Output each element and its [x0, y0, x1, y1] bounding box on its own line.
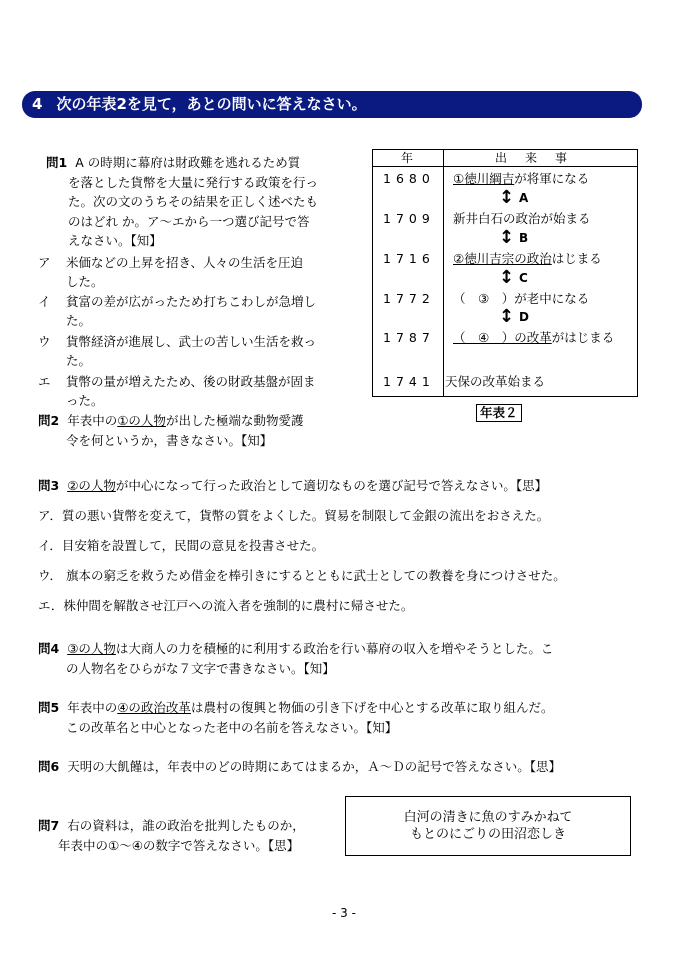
question-4-underlined: ③の人物	[67, 641, 116, 656]
timeline-year: 1787	[383, 330, 435, 345]
timeline-header-year: 年	[400, 151, 415, 165]
event-underlined: ②徳川吉宗の政治	[453, 251, 552, 266]
event-text: が将軍になる	[514, 171, 590, 186]
page-number: - 3 -	[332, 906, 356, 920]
option-text: た。	[66, 313, 92, 328]
period-label: B	[519, 231, 529, 245]
question-5-text: この改革名と中心となった老中の名前を答えなさい。【知】	[66, 719, 398, 735]
event-text: がはじまる	[551, 330, 615, 345]
section-number: 4	[32, 95, 43, 113]
double-arrow-icon: ↕	[499, 267, 515, 288]
question-7-text: 年表中の①～④の数字で答えなさい。【思】	[58, 837, 300, 853]
question-1-option-i	[38, 292, 316, 330]
period-label: D	[519, 310, 529, 324]
option-key: ア	[38, 255, 51, 270]
question-7-text: 右の資料は，誰の政治を批判したものか，	[67, 818, 305, 833]
timeline-year: 1741	[383, 374, 435, 389]
option-key: ウ	[38, 334, 51, 349]
timeline-year: 1772	[383, 291, 435, 306]
option-text: 貧富の差が広がったため打ちこわしが急増し	[66, 294, 317, 309]
question-5-text: は農村の復興と物価の引き下げを中心とする改革に取り組んだ。	[190, 700, 554, 715]
option-text: った。	[66, 393, 104, 408]
question-1-option-a	[38, 253, 303, 291]
question-4	[38, 639, 553, 678]
question-4-text: の人物名をひらがな７文字で書きなさい。【知】	[66, 660, 335, 676]
question-2-underlined: ①の人物	[117, 413, 166, 428]
question-4-text: は大商人の力を積極的に利用する政治を行い幕府の収入を増やそうとした。こ	[115, 641, 554, 656]
option-text: 貨幣の量が増えたため、後の財政基盤が固ま	[66, 374, 316, 389]
poem-box	[345, 796, 631, 856]
question-3-underlined: ②の人物	[67, 478, 116, 493]
timeline-event: （ ③ ）が老中になる	[453, 291, 590, 306]
poem-line: 白河の清きに魚のすみかねて	[403, 810, 573, 825]
timeline-divider	[443, 150, 444, 396]
timeline-caption: 年表２	[476, 404, 522, 422]
question-5-underlined: ④の政治改革	[117, 700, 191, 715]
section-title: 次の年表2を見て，あとの問いに答えなさい。	[56, 95, 367, 113]
question-2-text: 年表中の	[67, 413, 118, 428]
question-7	[38, 816, 305, 855]
option-key: イ	[38, 294, 51, 309]
section-banner	[22, 91, 642, 118]
question-3-text: が中心になって行った政治として適切なものを選び記号で答えなさい。【思】	[115, 478, 548, 493]
event-text: はじまる	[551, 251, 602, 266]
question-3	[38, 476, 547, 496]
question-6	[38, 757, 561, 777]
timeline-year: 1680	[383, 171, 435, 186]
option-text: た。	[66, 353, 92, 368]
double-arrow-icon: ↕	[499, 227, 515, 248]
question-5-text: 年表中の	[67, 700, 118, 715]
timeline-header	[373, 150, 637, 167]
question-3-option: ウ． 旗本の窮乏を救うため借金を棒引きにするとともに武士としての教養を身につけさせた。	[38, 568, 566, 583]
question-1-line: た。次の文のうちその結果を正しく述べたも	[68, 194, 319, 209]
event-underlined: 徳川綱吉	[464, 171, 515, 186]
question-1-line: のはどれ か。ア～エから一つ選び記号で答	[68, 213, 310, 229]
question-2-text: が出した極端な動物愛護	[165, 413, 304, 428]
question-1-line: A の時期に幕府は財政難を逃れるため質	[75, 155, 301, 170]
question-3-option: エ．株仲間を解散させ江戸への流入者を強制的に農村に帰させた。	[38, 598, 414, 613]
double-arrow-icon: ↕	[499, 187, 515, 208]
question-2-label: 問2	[38, 413, 60, 428]
question-5-label: 問5	[38, 700, 60, 715]
timeline-event: 天保の改革始まる	[445, 374, 546, 389]
timeline-event	[453, 170, 589, 188]
question-1-line: を落とした貨幣を大量に発行する政策を行っ	[68, 174, 319, 190]
double-arrow-icon: ↕	[499, 306, 515, 327]
poem-line: もとのにごりの田沼恋しき	[409, 827, 566, 842]
timeline-year: 1709	[383, 211, 435, 226]
question-4-label: 問4	[38, 641, 60, 656]
question-6-text: 天明の大飢饉は，年表中のどの時期にあてはまるか，Ａ～Ｄの記号で答えなさい。【思】	[67, 759, 561, 774]
event-mark: ①	[453, 171, 465, 186]
option-text: した。	[66, 274, 104, 289]
event-underlined: （ ④ ）の改革	[453, 330, 552, 345]
period-label: A	[519, 191, 529, 205]
option-text: 米価などの上昇を招き、人々の生活を圧迫	[66, 255, 304, 270]
question-7-label: 問7	[38, 818, 60, 833]
question-6-label: 問6	[38, 759, 60, 774]
question-2	[38, 411, 303, 450]
timeline-event	[453, 329, 614, 347]
timeline-event	[453, 250, 602, 268]
question-1	[46, 153, 318, 251]
question-3-option: ア．質の悪い貨幣を変えて，貨幣の質をよくした。貿易を制限して金銀の流出をおさえた。	[38, 508, 550, 523]
question-5	[38, 698, 553, 737]
question-2-text: 令を何というか，書きなさい。【知】	[66, 432, 273, 448]
question-3-option: イ．目安箱を設置して，民間の意見を投書させた。	[38, 538, 325, 553]
period-label: C	[519, 271, 528, 285]
option-text: 貨幣経済が進展し、武士の苦しい生活を救っ	[66, 334, 317, 349]
question-1-option-u	[38, 332, 316, 370]
question-3-label: 問3	[38, 478, 60, 493]
timeline-table	[372, 149, 638, 397]
question-1-label: 問1	[46, 155, 68, 170]
question-1-option-e	[38, 372, 316, 410]
question-1-line: えなさい。【知】	[68, 233, 162, 248]
option-key: エ	[38, 374, 51, 389]
timeline-year: 1716	[383, 251, 435, 266]
timeline-header-event: 出来事	[494, 151, 585, 165]
timeline-event: 新井白石の政治が始まる	[453, 211, 591, 226]
